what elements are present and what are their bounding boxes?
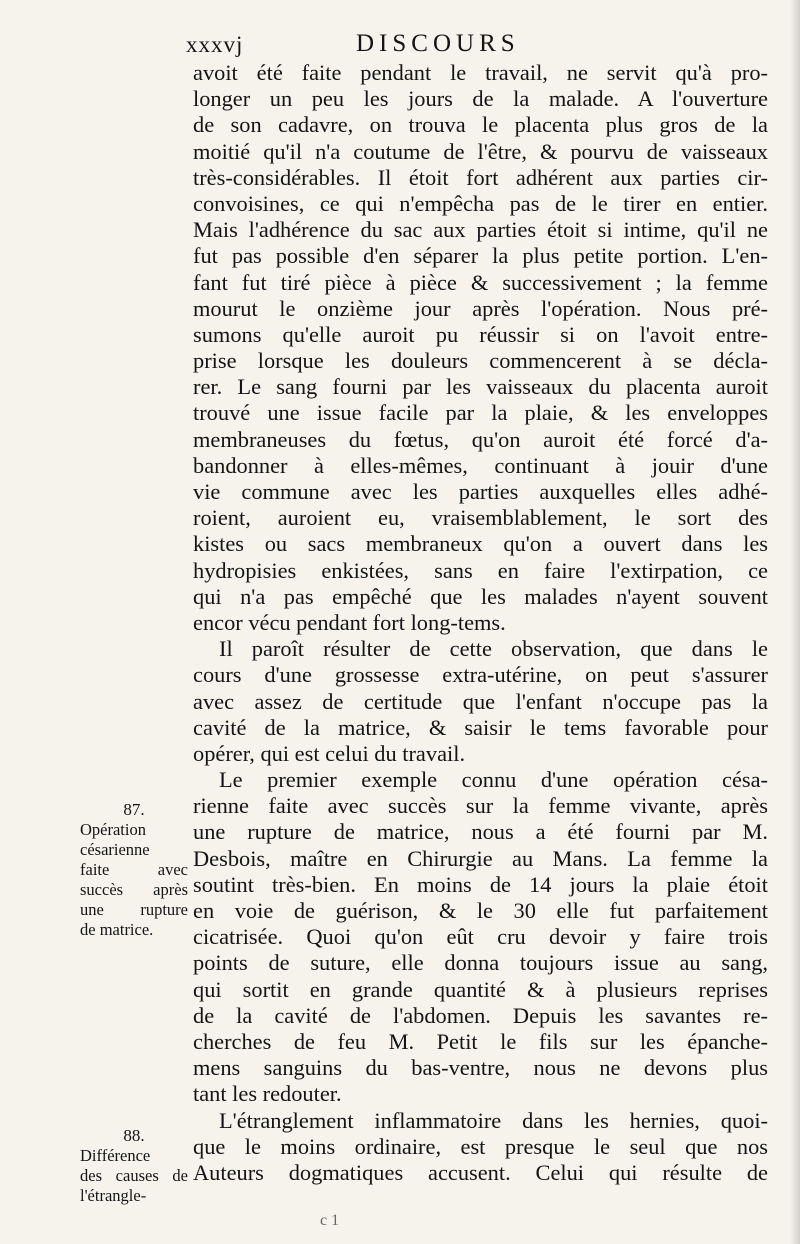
- text-line: cherches de feu M. Petit le fils sur les épanche-: [193, 1028, 768, 1054]
- text-line: de la cavité de l'abdomen. Depuis les savantes re-: [193, 1002, 768, 1028]
- text-line: cavité de la matrice, & saisir le tems favorable pour: [193, 714, 768, 740]
- text-line: très-considérables. Il étoit fort adhérent aux parties cir-: [193, 164, 768, 190]
- text-line: cicatrisée. Quoi qu'on eût cru devoir y faire trois: [193, 924, 768, 950]
- running-title: DISCOURS: [356, 30, 520, 57]
- text-line: encor vécu pendant fort long-tems.: [193, 609, 506, 635]
- text-line: longer un peu les jours de la malade. A l'ouverture: [193, 86, 768, 112]
- margin-note-88: [80, 1126, 188, 1206]
- margin-note-line: une rupture: [80, 900, 188, 919]
- text-line: Il paroît résulter de cette observation, que dans le: [219, 636, 768, 662]
- margin-note-line: succès après: [80, 880, 188, 899]
- text-line: en voie de guérison, & le 30 elle fut parfaitement: [193, 898, 768, 923]
- text-line: Desbois, maître en Chirurgie au Mans. La femme la: [193, 845, 768, 871]
- margin-note-number: 87.: [123, 800, 145, 819]
- text-line: Mais l'adhérence du sac aux parties étoit si intime, qu'il ne: [193, 217, 768, 243]
- text-line: prise lorsque les douleurs commencerent à se décla-: [193, 348, 768, 374]
- margin-note-line: Différence: [80, 1146, 151, 1165]
- signature-mark: c 1: [320, 1212, 340, 1229]
- text-line: points de suture, elle donna toujours issue au sang,: [193, 950, 768, 976]
- margin-note-line: des causes de: [80, 1166, 188, 1185]
- text-line: rer. Le sang fourni par les vaisseaux du placenta auroit: [193, 374, 768, 400]
- text-line: mens sanguins du bas-ventre, nous ne devons plus: [193, 1055, 768, 1081]
- text-line: avec assez de certitude que l'enfant n'occupe pas la: [193, 688, 768, 714]
- text-line: rienne faite avec succès sur la femme vivante, après: [193, 793, 768, 819]
- text-line: Le premier exemple connu d'une opération césa-: [219, 767, 768, 793]
- text-line: qui sortit en grande quantité & à plusieurs reprises: [193, 976, 768, 1002]
- text-line: fant fut tiré pièce à pièce & successivement ; la femme: [193, 269, 768, 295]
- text-line: vie commune avec les parties auxquelles elles adhé-: [193, 479, 768, 504]
- text-line: L'étranglement inflammatoire dans les hernies, quoi-: [219, 1107, 768, 1133]
- margin-note-line: césarienne: [80, 840, 150, 859]
- running-head: [186, 28, 776, 62]
- text-line: soutint très-bien. En moins de 14 jours la plaie étoit: [193, 871, 768, 897]
- text-line: une rupture de matrice, nous a été fourni par M.: [193, 819, 768, 845]
- text-line: moitié qu'il n'a coutume de l'être, & pourvu de vaisseaux: [193, 138, 768, 164]
- margin-note-line: de matrice.: [80, 920, 154, 939]
- text-line: fut pas possible d'en séparer la plus petite portion. L'en-: [193, 243, 768, 269]
- text-line: convoisines, ce qui n'empêcha pas de le tirer en entier.: [193, 190, 768, 216]
- text-line: roient, auroient eu, vraisemblablement, le sort des: [193, 505, 768, 531]
- text-line: trouvé une issue facile par la plaie, & les enveloppes: [193, 400, 768, 426]
- text-line: cours d'une grossesse extra-utérine, on peut s'assurer: [193, 662, 768, 688]
- text-line: tant les redouter.: [193, 1081, 342, 1107]
- margin-note-87: [80, 800, 188, 940]
- text-line: opérer, qui est celui du travail.: [193, 740, 466, 766]
- margin-note-number: 88.: [123, 1126, 145, 1145]
- page-folio: xxxvj: [186, 32, 244, 57]
- text-line: mourut le onzième jour après l'opération. Nous pré-: [193, 295, 768, 321]
- text-line: hydropisies enkistées, sans en faire l'extirpation, ce: [193, 557, 768, 583]
- margin-note-line: Opération: [80, 820, 146, 839]
- text-line: kistes ou sacs membraneux qu'on a ouvert dans les: [193, 531, 768, 557]
- text-line: de son cadavre, on trouva le placenta plus gros de la: [193, 112, 768, 138]
- text-line: avoit été faite pendant le travail, ne servit qu'à pro-: [193, 60, 768, 85]
- text-line: Auteurs dogmatiques accusent. Celui qui résulte de: [193, 1159, 768, 1185]
- bleed-through-text: [70, 262, 180, 472]
- text-line: sumons qu'elle auroit pu réussir si on l'avoit entre-: [193, 321, 768, 347]
- text-line: que le moins ordinaire, est presque le seul que nos: [193, 1133, 768, 1159]
- page-edge-shadow: [790, 0, 800, 1244]
- body-text: [193, 60, 768, 1186]
- text-line: qui n'a pas empêché que les malades n'ayent souvent: [193, 583, 768, 609]
- text-line: membraneuses du fœtus, qu'on auroit été forcé d'a-: [193, 426, 768, 452]
- text-line: bandonner à elles-mêmes, continuant à jouir d'une: [193, 452, 768, 478]
- margin-note-line: faite avec: [80, 860, 188, 879]
- margin-note-line: l'étrangle-: [80, 1186, 147, 1205]
